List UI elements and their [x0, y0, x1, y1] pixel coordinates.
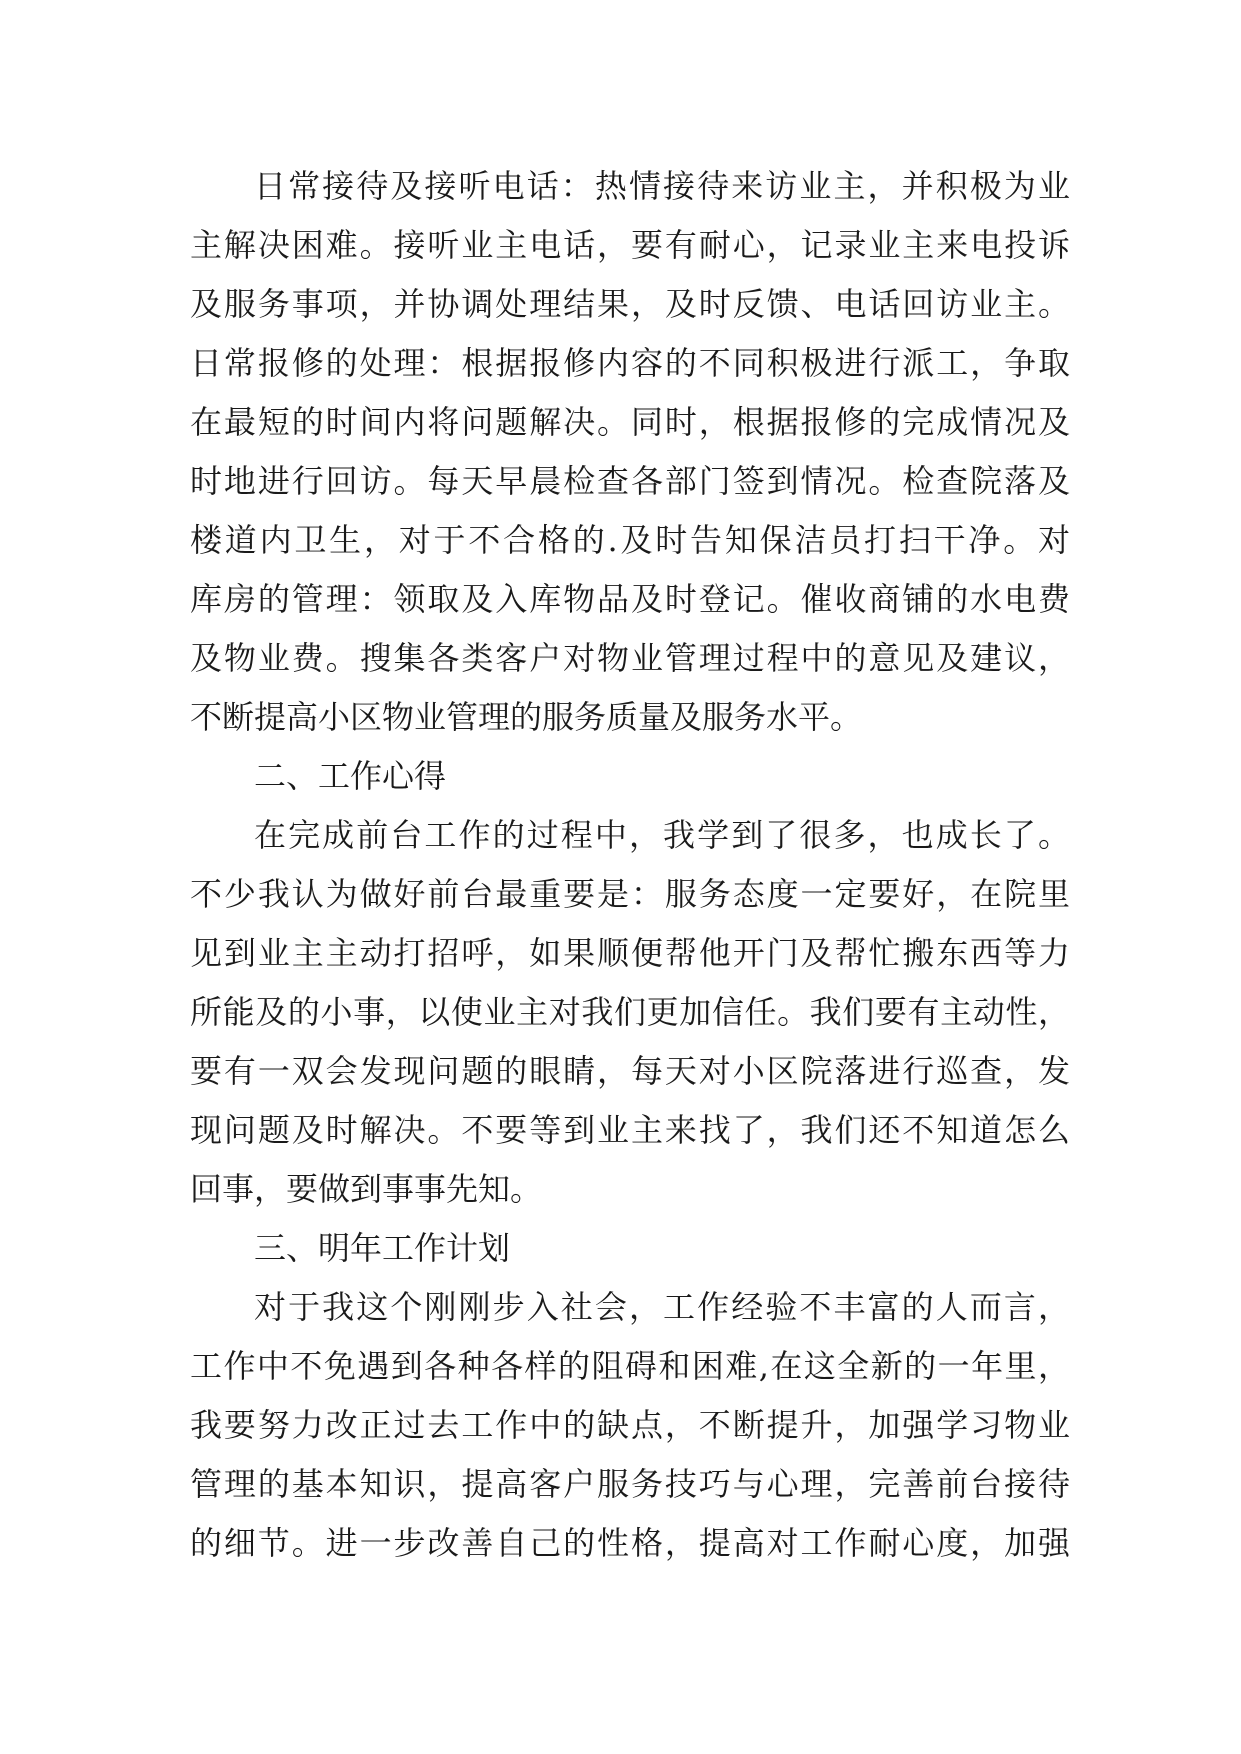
document-body — [190, 157, 1070, 1573]
paragraph-line: 及物业费。搜集各类客户对物业管理过程中的意见及建议， — [190, 639, 1070, 677]
paragraph-line: 日常报修的处理：根据报修内容的不同积极进行派工，争取 — [190, 344, 1070, 382]
paragraph-line: 现问题及时解决。不要等到业主来找了，我们还不知道怎么 — [190, 1111, 1070, 1149]
paragraph-line: 在完成前台工作的过程中，我学到了很多，也成长了。 — [254, 816, 1070, 854]
paragraph-line: 不少我认为做好前台最重要是：服务态度一定要好，在院里 — [190, 875, 1070, 913]
paragraph-line: 不断提高小区物业管理的服务质量及服务水平。 — [190, 698, 863, 736]
paragraph-line: 回事，要做到事事先知。 — [190, 1170, 543, 1208]
paragraph-line: 日常接待及接听电话：热情接待来访业主，并积极为业 — [254, 167, 1070, 205]
section-heading-next-year-plan: 三、明年工作计划 — [254, 1229, 511, 1267]
paragraph-line: 时地进行回访。每天早晨检查各部门签到情况。检查院落及 — [190, 462, 1070, 500]
paragraph-line: 及服务事项，并协调处理结果，及时反馈、电话回访业主。 — [190, 285, 1070, 323]
paragraph-line: 的细节。进一步改善自己的性格，提高对工作耐心度，加强 — [190, 1524, 1070, 1562]
paragraph-line: 要有一双会发现问题的眼睛，每天对小区院落进行巡查，发 — [190, 1052, 1070, 1090]
paragraph-line: 管理的基本知识，提高客户服务技巧与心理，完善前台接待 — [190, 1465, 1070, 1503]
section-heading-work-insights: 二、工作心得 — [254, 757, 447, 795]
paragraph-line: 我要努力改正过去工作中的缺点，不断提升，加强学习物业 — [190, 1406, 1070, 1444]
paragraph-line: 主解决困难。接听业主电话，要有耐心，记录业主来电投诉 — [190, 226, 1070, 264]
paragraph-line: 库房的管理：领取及入库物品及时登记。催收商铺的水电费 — [190, 580, 1070, 618]
paragraph-line: 所能及的小事，以使业主对我们更加信任。我们要有主动性， — [190, 993, 1070, 1031]
paragraph-line: 在最短的时间内将问题解决。同时，根据报修的完成情况及 — [190, 403, 1070, 441]
paragraph-line: 楼道内卫生，对于不合格的.及时告知保洁员打扫干净。对 — [190, 521, 1070, 559]
paragraph-line: 对于我这个刚刚步入社会，工作经验不丰富的人而言， — [254, 1288, 1070, 1326]
paragraph-line: 见到业主主动打招呼，如果顺便帮他开门及帮忙搬东西等力 — [190, 934, 1070, 972]
paragraph-line: 工作中不免遇到各种各样的阻碍和困难,在这全新的一年里， — [190, 1347, 1070, 1385]
